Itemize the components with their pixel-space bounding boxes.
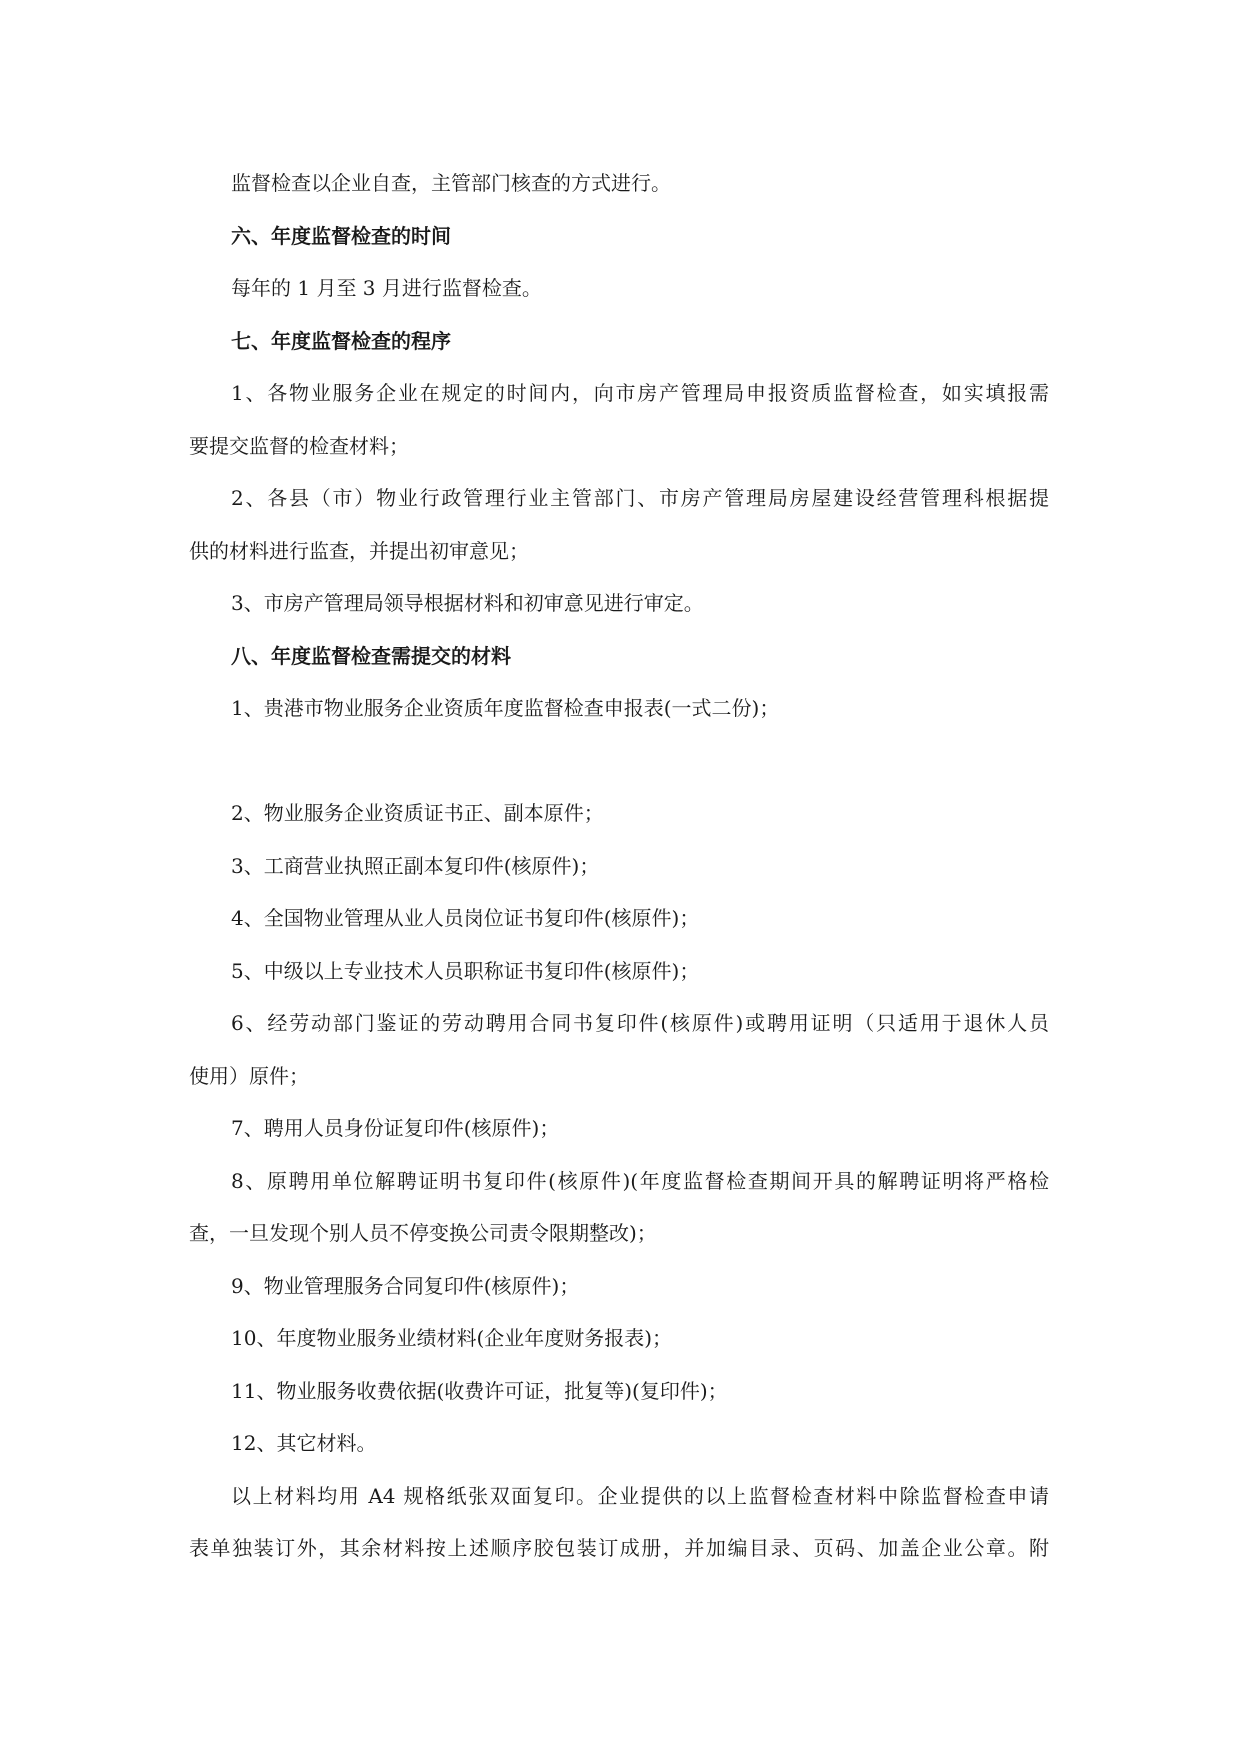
material-item-6-line-1: 6、经劳动部门鉴证的劳动聘用合同书复印件(核原件)或聘用证明（只适用于退休人员 xyxy=(231,1011,1049,1035)
closing-paragraph-line-1: 以上材料均用 A4 规格纸张双面复印。企业提供的以上监督检查材料中除监督检查申请 xyxy=(231,1483,1049,1508)
material-item-3: 3、工商营业执照正副本复印件(核原件)； xyxy=(231,853,600,878)
section-heading-8: 八、年度监督检查需提交的材料 xyxy=(231,643,511,668)
paragraph-time: 每年的 1 月至 3 月进行监督检查。 xyxy=(231,276,542,300)
material-item-2: 2、物业服务企业资质证书正、副本原件； xyxy=(231,801,604,825)
material-item-8-line-2: 查，一旦发现个别人员不停变换公司责令限期整改)； xyxy=(189,1221,657,1245)
procedure-item-3: 3、市房产管理局领导根据材料和初审意见进行审定。 xyxy=(231,591,704,615)
section-heading-7: 七、年度监督检查的程序 xyxy=(231,328,451,353)
procedure-item-2-line-2: 供的材料进行监查，并提出初审意见； xyxy=(189,538,529,563)
procedure-item-2-line-1: 2、各县（市）物业行政管理行业主管部门、市房产管理局房屋建设经营管理科根据提 xyxy=(231,486,1049,510)
material-item-12: 12、其它材料。 xyxy=(231,1431,377,1455)
material-item-10: 10、年度物业服务业绩材料(企业年度财务报表)； xyxy=(231,1326,673,1350)
material-item-5: 5、中级以上专业技术人员职称证书复印件(核原件)； xyxy=(231,958,700,983)
closing-paragraph-line-2: 表单独装订外，其余材料按上述顺序胶包装订成册，并加编目录、页码、加盖企业公章。附 xyxy=(189,1536,1049,1560)
paragraph-method: 监督检查以企业自查，主管部门核查的方式进行。 xyxy=(231,171,671,195)
material-item-1: 1、贵港市物业服务企业资质年度监督检查申报表(一式二份)； xyxy=(231,696,780,720)
section-heading-6: 六、年度监督检查的时间 xyxy=(231,223,451,248)
material-item-4: 4、全国物业管理从业人员岗位证书复印件(核原件)； xyxy=(231,906,700,930)
material-item-8-line-1: 8、原聘用单位解聘证明书复印件(核原件)(年度监督检查期间开具的解聘证明将严格检 xyxy=(231,1168,1049,1193)
material-item-7: 7、聘用人员身份证复印件(核原件)； xyxy=(231,1116,560,1140)
document-body xyxy=(189,157,1049,1575)
blank-gap xyxy=(189,735,1049,788)
material-item-6-line-2: 使用）原件； xyxy=(189,1063,309,1088)
procedure-item-1-line-2: 要提交监督的检查材料； xyxy=(189,433,409,458)
material-item-11: 11、物业服务收费依据(收费许可证，批复等)(复印件)； xyxy=(231,1378,728,1403)
material-item-9: 9、物业管理服务合同复印件(核原件)； xyxy=(231,1273,580,1298)
procedure-item-1-line-1: 1、各物业服务企业在规定的时间内，向市房产管理局申报资质监督检查，如实填报需 xyxy=(231,381,1049,405)
